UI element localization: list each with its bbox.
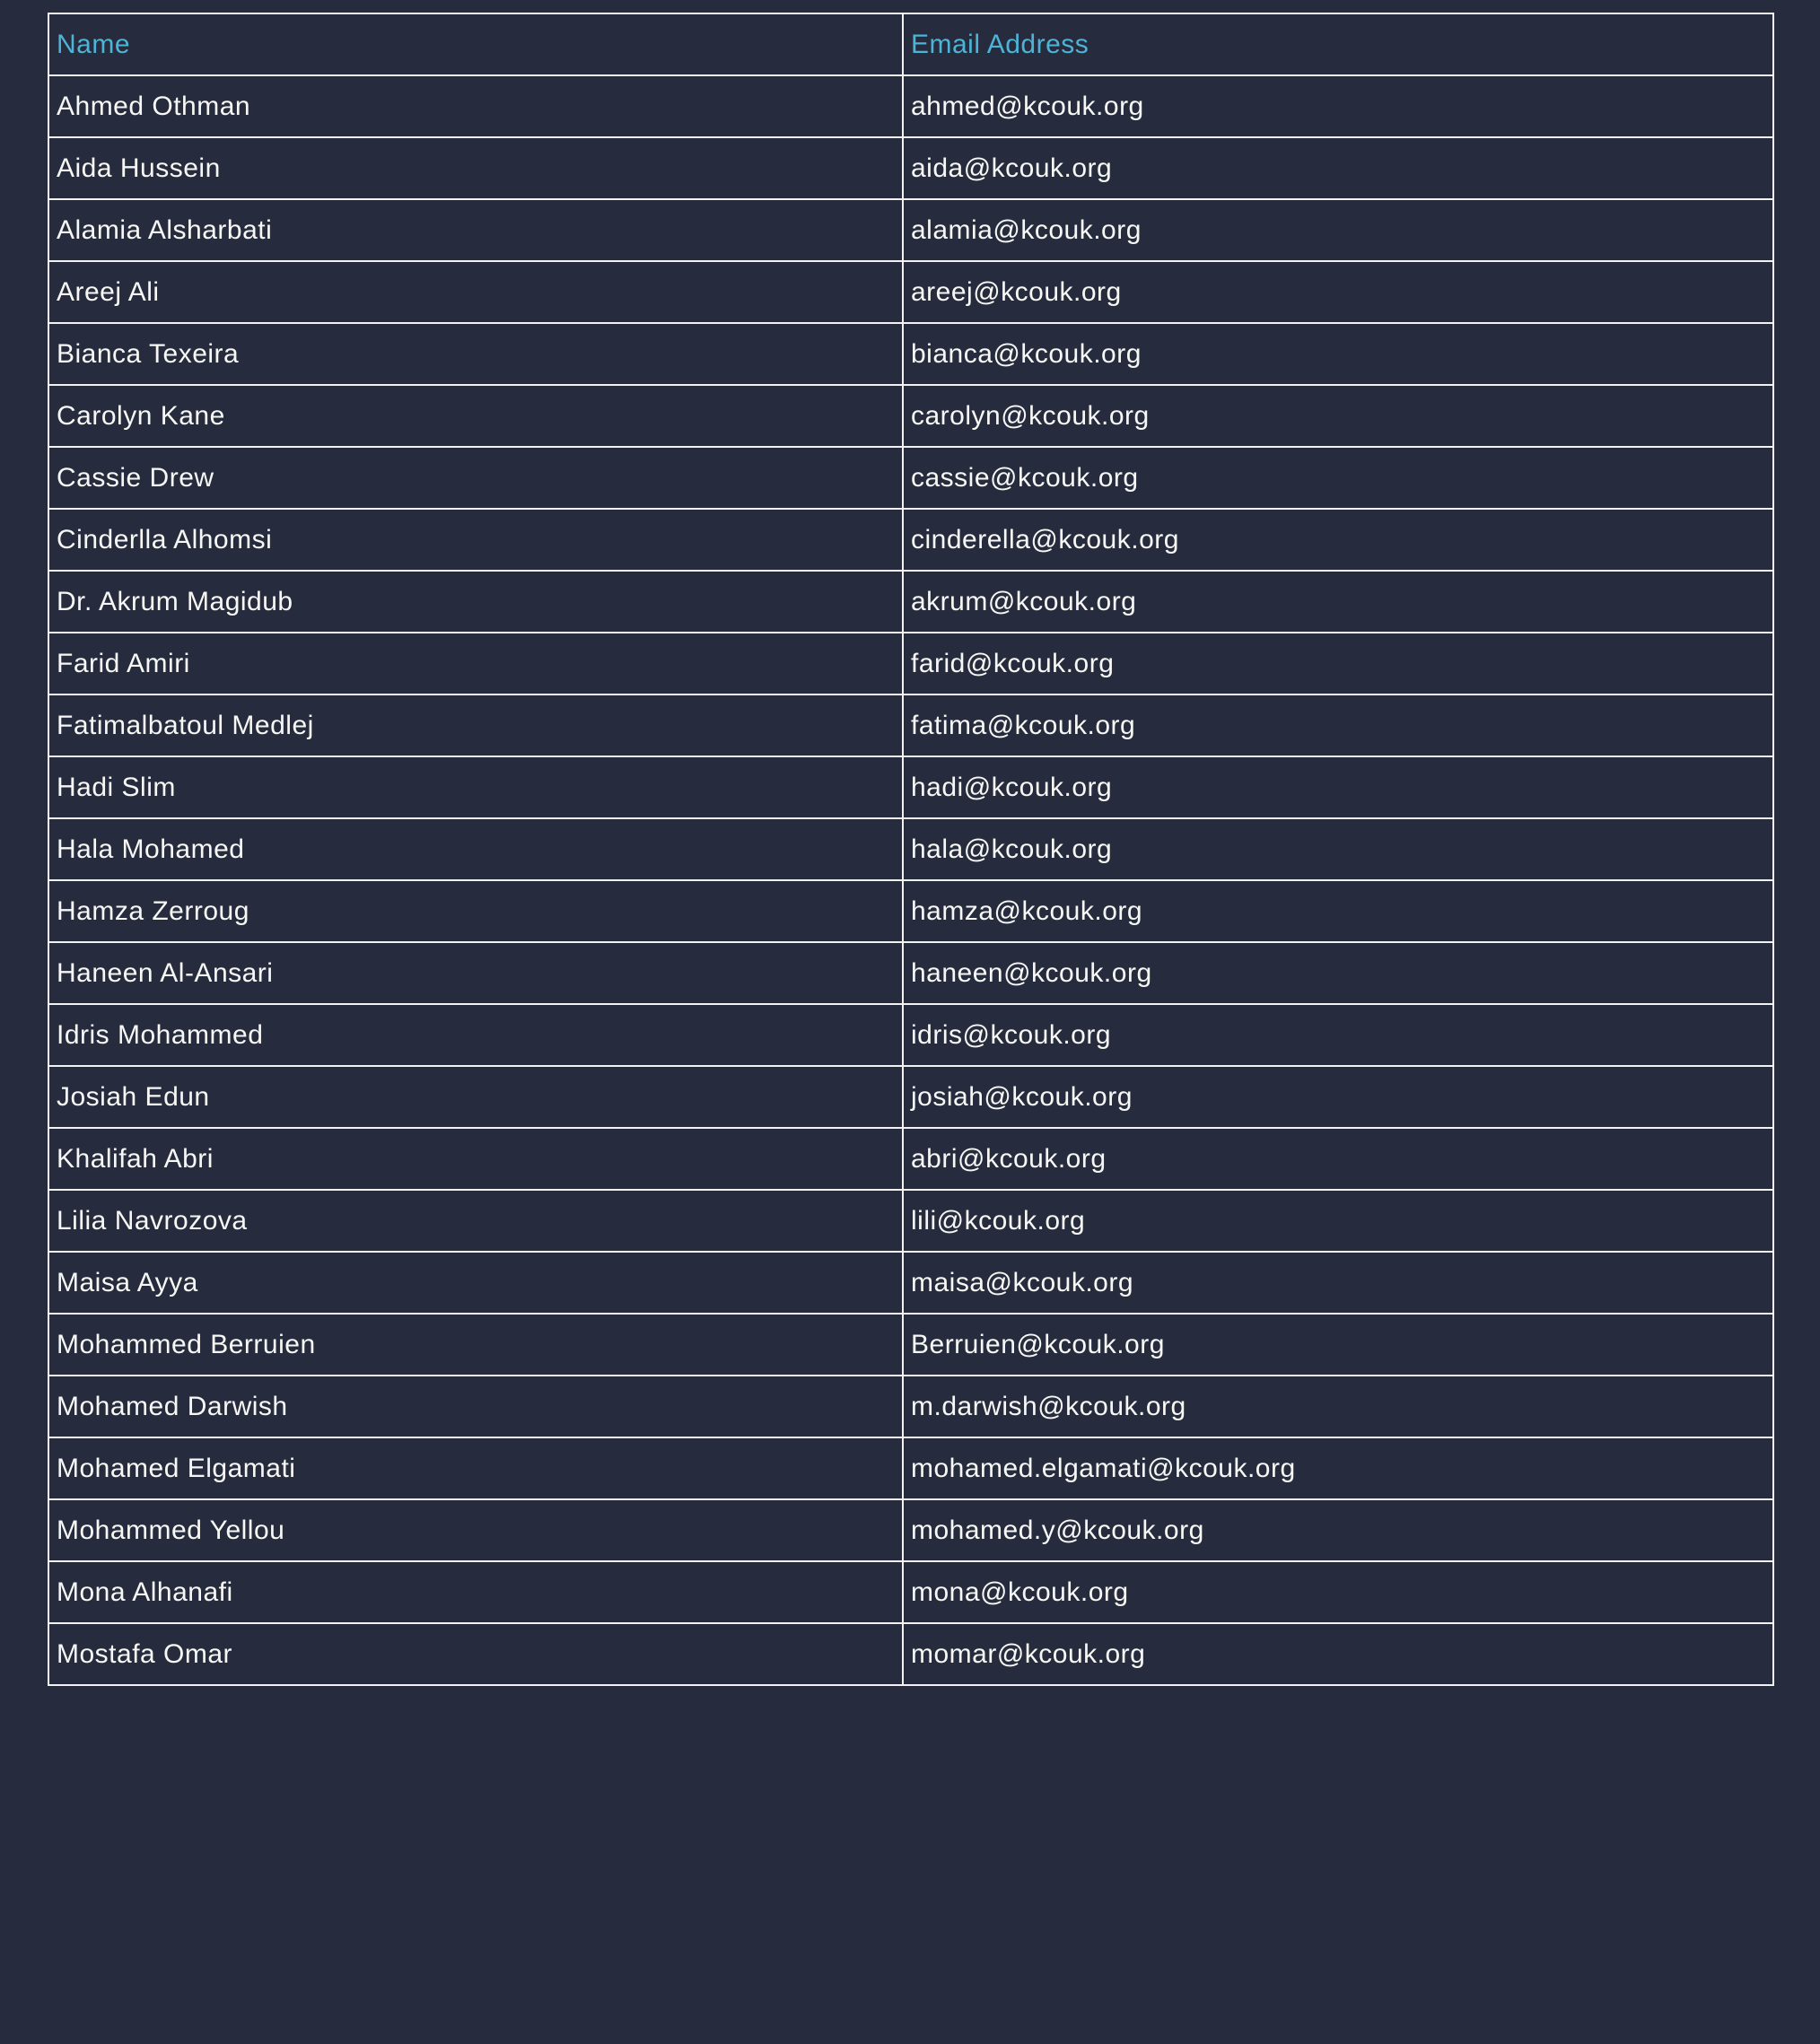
contact-email: Berruien@kcouk.org [903, 1314, 1773, 1376]
table-row [48, 694, 1773, 756]
contact-email: alamia@kcouk.org [903, 199, 1773, 261]
contact-email: akrum@kcouk.org [903, 571, 1773, 633]
table-row [48, 1190, 1773, 1252]
contact-name: Cinderlla Alhomsi [48, 509, 903, 571]
contact-email: hala@kcouk.org [903, 818, 1773, 880]
contact-email: mohamed.y@kcouk.org [903, 1499, 1773, 1561]
column-header-name: Name [48, 13, 903, 75]
table-row [48, 756, 1773, 818]
table-row [48, 509, 1773, 571]
contact-email: lili@kcouk.org [903, 1190, 1773, 1252]
contact-email: maisa@kcouk.org [903, 1252, 1773, 1314]
table-row [48, 1252, 1773, 1314]
contact-email: farid@kcouk.org [903, 633, 1773, 694]
contact-email: haneen@kcouk.org [903, 942, 1773, 1004]
table-row [48, 1066, 1773, 1128]
contact-name: Hala Mohamed [48, 818, 903, 880]
contact-email: hadi@kcouk.org [903, 756, 1773, 818]
table-row [48, 385, 1773, 447]
table-row [48, 1314, 1773, 1376]
contact-name: Idris Mohammed [48, 1004, 903, 1066]
contact-email: bianca@kcouk.org [903, 323, 1773, 385]
contact-name: Hamza Zerroug [48, 880, 903, 942]
table-row [48, 323, 1773, 385]
contact-email: fatima@kcouk.org [903, 694, 1773, 756]
contact-email: cassie@kcouk.org [903, 447, 1773, 509]
contact-email: mohamed.elgamati@kcouk.org [903, 1437, 1773, 1499]
contact-email: m.darwish@kcouk.org [903, 1376, 1773, 1437]
table-header [48, 13, 1773, 75]
contact-name: Dr. Akrum Magidub [48, 571, 903, 633]
table-row [48, 1128, 1773, 1190]
contact-name: Aida Hussein [48, 137, 903, 199]
contact-name: Josiah Edun [48, 1066, 903, 1128]
table-row [48, 199, 1773, 261]
contact-name: Mohamed Elgamati [48, 1437, 903, 1499]
contact-email: idris@kcouk.org [903, 1004, 1773, 1066]
contact-email: cinderella@kcouk.org [903, 509, 1773, 571]
table-row [48, 880, 1773, 942]
contact-name: Lilia Navrozova [48, 1190, 903, 1252]
contact-name: Hadi Slim [48, 756, 903, 818]
table-row [48, 633, 1773, 694]
contact-name: Bianca Texeira [48, 323, 903, 385]
contact-name: Mohammed Berruien [48, 1314, 903, 1376]
contact-name: Mohammed Yellou [48, 1499, 903, 1561]
table-body [48, 75, 1773, 1685]
header-row [48, 13, 1773, 75]
contact-email: ahmed@kcouk.org [903, 75, 1773, 137]
contact-name: Cassie Drew [48, 447, 903, 509]
contact-name: Carolyn Kane [48, 385, 903, 447]
contacts-table [48, 13, 1774, 1686]
contact-email: hamza@kcouk.org [903, 880, 1773, 942]
contact-name: Farid Amiri [48, 633, 903, 694]
table-row [48, 137, 1773, 199]
table-row [48, 447, 1773, 509]
contact-name: Mona Alhanafi [48, 1561, 903, 1623]
table-row [48, 1376, 1773, 1437]
contact-email: aida@kcouk.org [903, 137, 1773, 199]
contact-email: carolyn@kcouk.org [903, 385, 1773, 447]
contact-name: Fatimalbatoul Medlej [48, 694, 903, 756]
table-row [48, 1499, 1773, 1561]
column-header-email: Email Address [903, 13, 1773, 75]
table-row [48, 942, 1773, 1004]
table-row [48, 75, 1773, 137]
table-row [48, 818, 1773, 880]
contact-name: Ahmed Othman [48, 75, 903, 137]
contact-email: momar@kcouk.org [903, 1623, 1773, 1685]
contact-email: abri@kcouk.org [903, 1128, 1773, 1190]
contact-name: Haneen Al-Ansari [48, 942, 903, 1004]
table-row [48, 1623, 1773, 1685]
contact-email: josiah@kcouk.org [903, 1066, 1773, 1128]
contact-name: Alamia Alsharbati [48, 199, 903, 261]
table-row [48, 1561, 1773, 1623]
contact-name: Maisa Ayya [48, 1252, 903, 1314]
contact-email: areej@kcouk.org [903, 261, 1773, 323]
table-row [48, 261, 1773, 323]
contact-email: mona@kcouk.org [903, 1561, 1773, 1623]
contact-name: Areej Ali [48, 261, 903, 323]
table-row [48, 1437, 1773, 1499]
table-row [48, 1004, 1773, 1066]
table-row [48, 571, 1773, 633]
contact-name: Khalifah Abri [48, 1128, 903, 1190]
contact-name: Mohamed Darwish [48, 1376, 903, 1437]
contact-name: Mostafa Omar [48, 1623, 903, 1685]
